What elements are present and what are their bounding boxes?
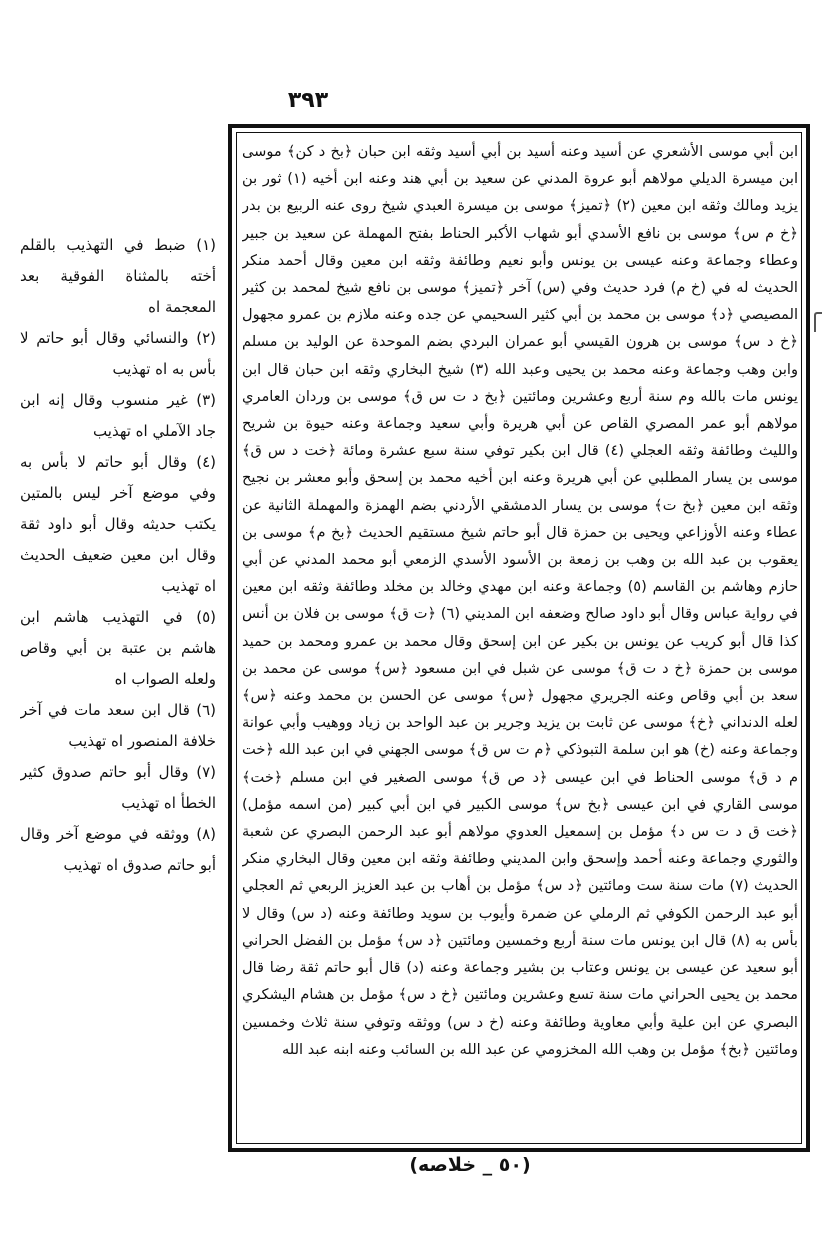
footnote: (١) ضبط في التهذيب بالقلم أخته بالمثناة الفوقية بعد المعجمة اه (20, 236, 216, 316)
footnote: (٥) في التهذيب هاشم ابن هاشم بن عتبة بن أبي وقاص ولعله الصواب اه (20, 608, 216, 688)
footnote: (٢) والنسائي وقال أبو حاتم لا بأس به اه تهذيب (20, 329, 216, 378)
main-paragraph: ابن أبي موسى الأشعري عن أسيد وعنه أسيد بن أبي أسيد وثقه ابن حبان ﴿بخ د كن﴾ موسى ابن ميسرة الديلي مولاهم أبو عروة المدني عن سعيد بن أبي هند وعنه ابن أخيه (١) ثور بن يزيد ومالك وثقه ابن معين (٢) ﴿تميز﴾ موسى بن ميسرة العبدي شيخ روى عنه الربيع بن بدر ﴿خ م س﴾ موسى بن نافع الأسدي أبو شهاب الأكبر الحناط بفتح المهملة عن سعيد بن جبير وعطاء وجماعة وعنه عيسى بن يونس وأبو نعيم وطائفة وثقه ابن معين وقال أحمد منكر الحديث له في (خ م) فرد حديث وفي (س) آخر ﴿تميز﴾ موسى بن نافع شيخ لمحمد بن كثير المصيصي ﴿د﴾ موسى بن محمد بن أبي كثير السحيمي عن جده وعنه ملازم بن عمرو مجهول ﴿خ د س﴾ موسى بن هرون القيسي أبو عمران البردي بضم الموحدة عن الوليد بن مسلم وابن وهب وجماعة وعنه محمد بن يحيى وعبد الله (٣) شيخ البخاري وثقه ابن حبان قال ابن يونس مات بالله وم سنة أربع وعشرين ومائتين ﴿بخ د ت س ق﴾ موسى بن وردان العامري مولاهم أبو عمر المصري القاص عن أبي هريرة وأبي سعيد وجماعة وعنه حيوة بن شريح والليث وطائفة وثقه العجلي (٤) قال ابن بكير توفي سنة سبع عشرة ومائة ﴿خت د س ق﴾ موسى بن يسار المطلبي عن أبي هريرة وعنه ابن أخيه محمد بن إسحق وأبو معشر بن نجيح وثقه ابن معين ﴿بخ ت﴾ موسى بن يسار الدمشقي الأردني بضم الهمزة والمهملة الثانية عن عطاء وعنه الأوزاعي ويحيى بن حمزة قال أبو حاتم شيخ مستقيم الحديث ﴿بخ م﴾ موسى بن يعقوب بن عبد الله بن وهب بن زمعة بن الأسود الأسدي الزمعي أبو محمد المدني عن أبي حازم وهاشم بن القاسم (٥) وجماعة وعنه ابن مهدي وخالد بن مخلد وطائفة وثقه ابن معين في رواية عباس وقال أبو داود صالح وضعفه ابن المديني (٦) ﴿ت ق﴾ موسى بن فلان بن أنس كذا قال أبو كريب عن يونس بن بكير عن ابن إسحق وقال محمد بن عمرو ومحمد بن حميد موسى بن حمزة ﴿خ د ت ق﴾ موسى عن شبل في ابن مسعود ﴿س﴾ موسى عن محمد بن سعد بن أبي وقاص وعنه الجريري مجهول ﴿س﴾ موسى عن الحسن بن محمد وعنه ﴿س﴾ لعله الدنداني ﴿خ﴾ موسى عن ثابت بن يزيد وجرير بن عبد الواحد بن زياد ووهيب وأبي عوانة وجماعة وعنه (خ) هو ابن سلمة التبوذكي ﴿م ت س ق﴾ موسى الجهني في ابن عبد الله ﴿خت م د ق﴾ موسى الحناط في ابن عيسى ﴿د ص ق﴾ موسى الصغير في ابن مسلم ﴿خت﴾ موسى القاري في ابن عيسى ﴿بخ س﴾ موسى الكبير في ابن أبي كبير (من اسمه مؤمل) ﴿خت ق د ت س د﴾ مؤمل بن إسمعيل العدوي مولاهم أبو عبد الرحمن البصري عن شعبة والثوري وجماعة وعنه أحمد وإسحق وابن المديني وطائفة وثقه ابن معين وقال البخاري منكر الحديث (٧) مات سنة ست ومائتين ﴿د س﴾ مؤمل بن أهاب بن عبد العزيز الربعي ثم العجلي أبو عبد الرحمن الكوفي ثم الرملي عن ضمرة وأيوب بن سويد وطائفة وعنه (د س) وقال لا بأس به (٨) قال ابن يونس مات سنة أربع وخمسين ومائتين ﴿د س﴾ مؤمل بن الفضل الحراني أبو سعيد عن عيسى بن يونس وعتاب بن بشير وجماعة وعنه (د) قال أبو حاتم ثقة رضا قال محمد بن يحيى الحراني مات سنة تسع وعشرين ومائتين ﴿خ د س﴾ مؤمل بن هشام اليشكري البصري عن ابن علية وأبي معاوية وطائفة وعنه (خ د س) ووثقه وتوفي سنة ثلاث وخمسين ومائتين ﴿بخ﴾ مؤمل بن وهب الله المخزومي عن عبد الله بن السائب وعنه ابنه عبد الله (242, 143, 798, 1058)
footnote: (٧) وقال أبو حاتم صدوق كثير الخطأ اه تهذيب (20, 763, 216, 812)
margin-mark (814, 312, 822, 332)
footnote: (٣) غير منسوب وقال إنه ابن جاد الآملي اه تهذيب (20, 391, 216, 440)
footnote: (٦) قال ابن سعد مات في آخر خلافة المنصور اه تهذيب (20, 701, 216, 750)
footnote: (٤) وقال أبو حاتم لا بأس به وفي موضع آخر ليس بالمتين يكتب حديثه وقال أبو داود ثقة وقال ابن معين ضعيف الحديث اه تهذيب (20, 453, 216, 595)
footnote: (٨) ووثقه في موضع آخر وقال أبو حاتم صدوق اه تهذيب (20, 825, 216, 874)
main-text-block (242, 138, 798, 1140)
page-number: ٣٩٣ (287, 88, 329, 113)
footer-signature: (٥٠ _ خلاصه) (409, 1154, 531, 1176)
footnotes-column (20, 230, 216, 950)
